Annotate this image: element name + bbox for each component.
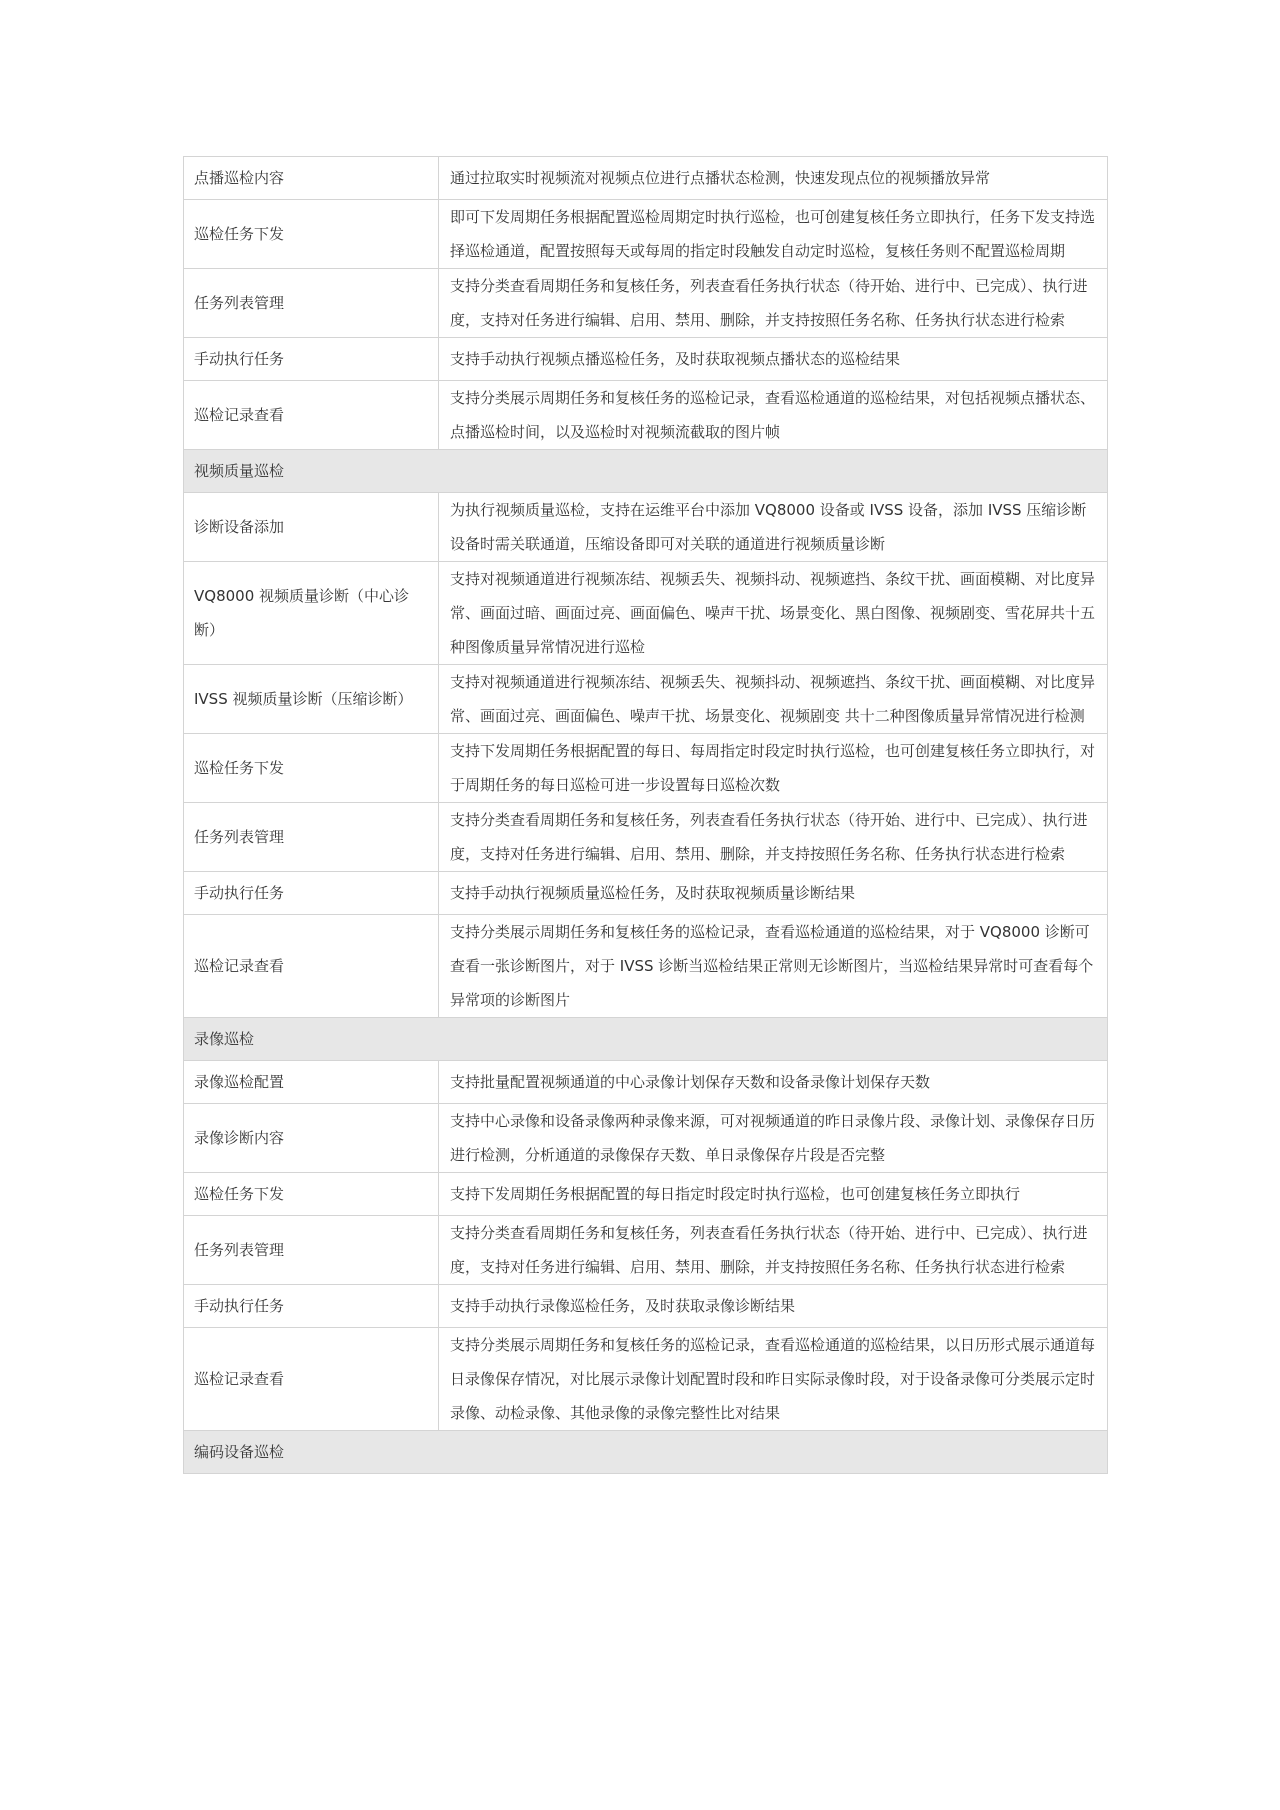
section-header-row — [184, 1431, 1108, 1474]
feature-name-cell: 手动执行任务 — [184, 338, 439, 381]
table-row — [184, 338, 1108, 381]
feature-description-cell: 支持手动执行视频点播巡检任务，及时获取视频点播状态的巡检结果 — [439, 338, 1108, 381]
table-row — [184, 872, 1108, 915]
feature-description-cell: 支持手动执行录像巡检任务，及时获取录像诊断结果 — [439, 1285, 1108, 1328]
feature-name-cell: 录像诊断内容 — [184, 1104, 439, 1173]
table-row — [184, 1328, 1108, 1431]
table-row — [184, 1173, 1108, 1216]
feature-description-cell: 支持对视频通道进行视频冻结、视频丢失、视频抖动、视频遮挡、条纹干扰、画面模糊、对比度异常、画面过暗、画面过亮、画面偏色、噪声干扰、场景变化、黑白图像、视频剧变、雪花屏共十五种图像质量异常情况进行巡检 — [439, 562, 1108, 665]
feature-description-cell: 支持分类展示周期任务和复核任务的巡检记录，查看巡检通道的巡检结果，对于 VQ8000 诊断可查看一张诊断图片，对于 IVSS 诊断当巡检结果正常则无诊断图片，当巡检结果异常时可查看每个异常项的诊断图片 — [439, 915, 1108, 1018]
feature-name-cell: 巡检记录查看 — [184, 1328, 439, 1431]
feature-description-cell: 支持下发周期任务根据配置的每日指定时段定时执行巡检，也可创建复核任务立即执行 — [439, 1173, 1108, 1216]
feature-description-cell: 支持批量配置视频通道的中心录像计划保存天数和设备录像计划保存天数 — [439, 1061, 1108, 1104]
table-row — [184, 1104, 1108, 1173]
table-row — [184, 200, 1108, 269]
feature-name-cell: IVSS 视频质量诊断（压缩诊断） — [184, 665, 439, 734]
table-row — [184, 1061, 1108, 1104]
table-row — [184, 1285, 1108, 1328]
feature-name-cell: 巡检任务下发 — [184, 734, 439, 803]
table-row — [184, 1216, 1108, 1285]
section-title: 视频质量巡检 — [184, 450, 1108, 493]
feature-name-cell: 手动执行任务 — [184, 1285, 439, 1328]
feature-description-cell: 支持中心录像和设备录像两种录像来源，可对视频通道的昨日录像片段、录像计划、录像保存日历进行检测，分析通道的录像保存天数、单日录像保存片段是否完整 — [439, 1104, 1108, 1173]
table-row — [184, 803, 1108, 872]
feature-table — [183, 156, 1108, 1474]
feature-description-cell: 支持分类展示周期任务和复核任务的巡检记录，查看巡检通道的巡检结果，以日历形式展示通道每日录像保存情况，对比展示录像计划配置时段和昨日实际录像时段，对于设备录像可分类展示定时录像、动检录像、其他录像的录像完整性比对结果 — [439, 1328, 1108, 1431]
table-row — [184, 269, 1108, 338]
feature-description-cell: 为执行视频质量巡检，支持在运维平台中添加 VQ8000 设备或 IVSS 设备，添加 IVSS 压缩诊断设备时需关联通道，压缩设备即可对关联的通道进行视频质量诊断 — [439, 493, 1108, 562]
table-row — [184, 381, 1108, 450]
table-row — [184, 734, 1108, 803]
feature-name-cell: 任务列表管理 — [184, 803, 439, 872]
table-row — [184, 157, 1108, 200]
table-row — [184, 915, 1108, 1018]
feature-name-cell: VQ8000 视频质量诊断（中心诊断） — [184, 562, 439, 665]
table-row — [184, 493, 1108, 562]
feature-name-cell: 任务列表管理 — [184, 269, 439, 338]
feature-description-cell: 支持手动执行视频质量巡检任务，及时获取视频质量诊断结果 — [439, 872, 1108, 915]
feature-name-cell: 点播巡检内容 — [184, 157, 439, 200]
feature-description-cell: 支持分类查看周期任务和复核任务，列表查看任务执行状态（待开始、进行中、已完成）、执行进度，支持对任务进行编辑、启用、禁用、删除，并支持按照任务名称、任务执行状态进行检索 — [439, 1216, 1108, 1285]
feature-description-cell: 支持下发周期任务根据配置的每日、每周指定时段定时执行巡检，也可创建复核任务立即执行，对于周期任务的每日巡检可进一步设置每日巡检次数 — [439, 734, 1108, 803]
feature-name-cell: 巡检记录查看 — [184, 915, 439, 1018]
feature-name-cell: 任务列表管理 — [184, 1216, 439, 1285]
feature-description-cell: 即可下发周期任务根据配置巡检周期定时执行巡检，也可创建复核任务立即执行，任务下发支持选择巡检通道，配置按照每天或每周的指定时段触发自动定时巡检，复核任务则不配置巡检周期 — [439, 200, 1108, 269]
feature-description-cell: 通过拉取实时视频流对视频点位进行点播状态检测，快速发现点位的视频播放异常 — [439, 157, 1108, 200]
feature-description-cell: 支持对视频通道进行视频冻结、视频丢失、视频抖动、视频遮挡、条纹干扰、画面模糊、对比度异常、画面过亮、画面偏色、噪声干扰、场景变化、视频剧变 共十二种图像质量异常情况进行检测 — [439, 665, 1108, 734]
feature-name-cell: 巡检任务下发 — [184, 200, 439, 269]
feature-name-cell: 巡检任务下发 — [184, 1173, 439, 1216]
feature-name-cell: 手动执行任务 — [184, 872, 439, 915]
table-row — [184, 562, 1108, 665]
table-row — [184, 665, 1108, 734]
feature-description-cell: 支持分类展示周期任务和复核任务的巡检记录，查看巡检通道的巡检结果，对包括视频点播状态、点播巡检时间，以及巡检时对视频流截取的图片帧 — [439, 381, 1108, 450]
section-header-row — [184, 1018, 1108, 1061]
feature-name-cell: 巡检记录查看 — [184, 381, 439, 450]
section-header-row — [184, 450, 1108, 493]
section-title: 编码设备巡检 — [184, 1431, 1108, 1474]
feature-name-cell: 录像巡检配置 — [184, 1061, 439, 1104]
feature-description-cell: 支持分类查看周期任务和复核任务，列表查看任务执行状态（待开始、进行中、已完成）、执行进度，支持对任务进行编辑、启用、禁用、删除，并支持按照任务名称、任务执行状态进行检索 — [439, 803, 1108, 872]
feature-name-cell: 诊断设备添加 — [184, 493, 439, 562]
section-title: 录像巡检 — [184, 1018, 1108, 1061]
feature-description-cell: 支持分类查看周期任务和复核任务，列表查看任务执行状态（待开始、进行中、已完成）、执行进度，支持对任务进行编辑、启用、禁用、删除，并支持按照任务名称、任务执行状态进行检索 — [439, 269, 1108, 338]
feature-table-body — [184, 157, 1108, 1474]
